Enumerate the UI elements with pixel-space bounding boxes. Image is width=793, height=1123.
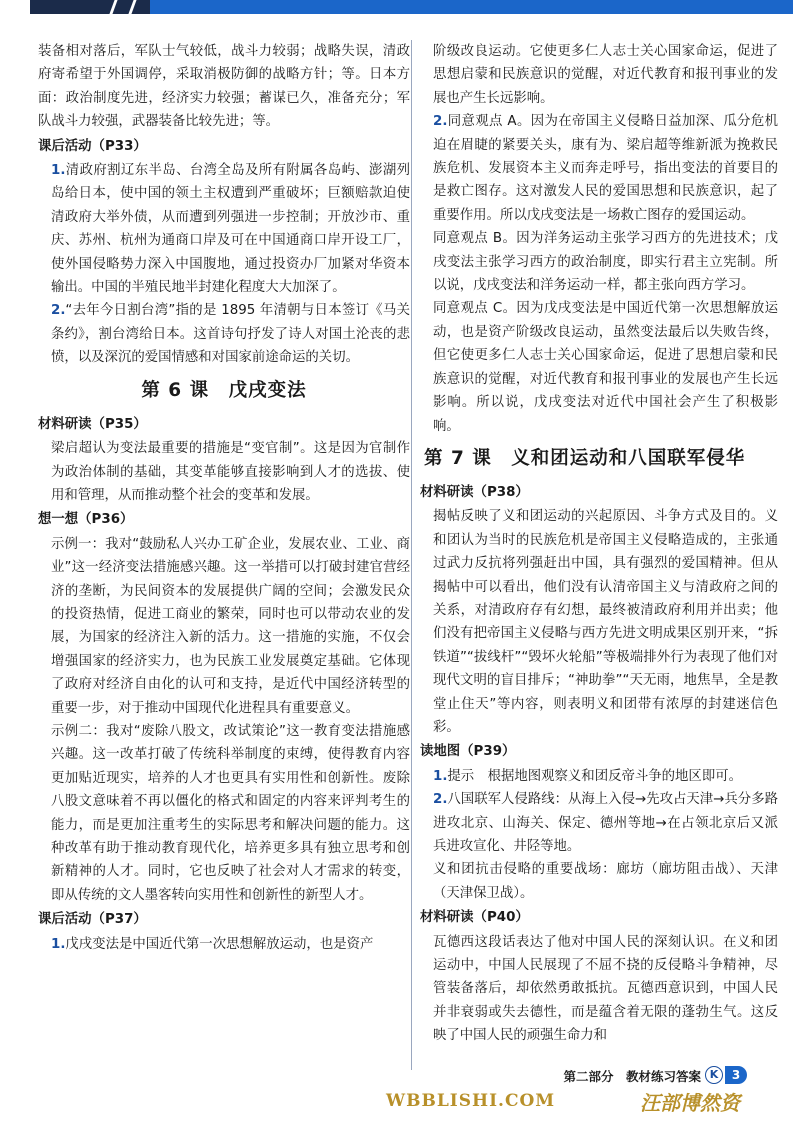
k-badge-icon: K: [705, 1066, 723, 1084]
answer-p37-1-continued: 阶级改良运动。它使更多仁人志士关心国家命运，促进了思想启蒙和民族意识的觉醒，对近代教育和报刊事业的发展也产生长远影响。: [433, 44, 778, 106]
right-column: [420, 40, 778, 1080]
answer-text: 戊戌变法是中国近代第一次思想解放运动，也是资产: [65, 936, 374, 952]
item-number: 2.: [433, 792, 448, 808]
column-divider: [411, 40, 412, 1070]
page-number: 3: [725, 1066, 747, 1084]
item-number: 2.: [51, 303, 66, 319]
item-number: 1.: [51, 163, 66, 179]
section-heading-p37: 课后活动（P37）: [38, 912, 147, 928]
answer-p39-1: [420, 765, 778, 788]
footer-section-label: 第二部分 教材练习答案: [563, 1069, 701, 1084]
answer-p39-2b: 义和团抗击侵略的重要战场：廊坊（廊坊阻击战）、天津（天津保卫战）。: [433, 862, 778, 901]
section-heading-p38: 材料研读（P38）: [420, 484, 529, 500]
header-blue-band: [150, 0, 793, 14]
top-header-bar: [0, 0, 793, 18]
answer-p33-1: [38, 159, 410, 299]
answer-p35: 梁启超认为变法最重要的措施是“变官制”。这是因为官制作为政治体制的基础，其变革能够直接影响到人才的选拔、使用和管理，从而推动整个社会的变革和发展。: [51, 441, 410, 503]
answer-p36-example-2: 示例二：我对“废除八股文，改试策论”这一教育变法措施感兴趣。这一改革打破了传统科举制度的束缚，使得教育内容更加贴近现实，培养的人才也更具有实用性和创新性。废除八股文意味着不再以僵化的格式和固定的内容来评判考生的能力，而是更加注重考生的实际思考和解决问题的能力。这种改革有助于推动教育现代化，培养更多具有独立思考和创新精神的人才。同时，它也反映了社会对人才需求的转变，即从传统的文人墨客转向实用性和创新性的新型人才。: [51, 723, 410, 903]
section-heading-p40: 材料研读（P40）: [420, 910, 529, 926]
answer-p37-2c: 同意观点 C。因为戊戌变法是中国近代第一次思想解放运动，也是资产阶级改良运动，虽然变法最后以失败告终，但它使更多仁人志士关心国家命运，促进了思想启蒙和民族意识的觉醒，对近代教育和报刊事业的发展也产生长远影响。所以说，戊戌变法对近代中国社会产生了积极影响。: [433, 301, 778, 434]
item-number: 1.: [51, 936, 66, 952]
answer-p37-2b: 同意观点 B。因为洋务运动主张学习西方的先进技术；戊戌变法主张学习西方的政治制度，即实行君主立宪制。所以说，戊戌变法和洋务运动一样，都主张向西方学习。: [433, 231, 778, 294]
answer-text: “去年今日割台湾”指的是 1895 年清朝与日本签订《马关条约》，割台湾给日本。这首诗句抒发了诗人对国土沦丧的悲愤，以及深沉的爱国情感和对国家前途命运的关切。: [51, 303, 410, 366]
answer-p33-2: [38, 299, 410, 369]
section-heading-p35: 材料研读（P35）: [38, 416, 147, 432]
section-heading-p33: 课后活动（P33）: [38, 138, 147, 154]
lesson-7-title: 第 7 课 义和团运动和八国联军侵华: [424, 447, 746, 469]
answer-p37-1: [38, 933, 410, 956]
answer-p36-example-1: 示例一：我对“鼓励私人兴办工矿企业，发展农业、工业、商业”这一经济变法措施感兴趣。这一举措可以打破封建官营经济的垄断，为民间资本的发展提供广阔的空间；会激发民众的投资热情，促进工商业的繁荣，同时也可以带动农业的发展，为国家的经济注入新的活力。这一措施的实施，不仅会增强国家的经济实力，也为民族工业发展奠定基础。它体现了政府对经济自由化的认可和支持，是近代中国经济转型的重要一步，对于推动中国现代化进程具有重要意义。: [51, 536, 410, 716]
watermark-calligraphy: 汪部博然资: [640, 1091, 740, 1115]
answer-text: 提示 根据地图观察义和团反帝斗争的地区即可。: [447, 768, 742, 784]
item-number: 1.: [433, 768, 448, 784]
answer-p39-2a: [420, 788, 778, 858]
paragraph-intro: 装备相对落后，军队士气较低，战斗力较弱；战略失误，清政府寄希望于外国调停，采取消极防御的战略方针；等。日本方面：政治制度先进，经济实力较强；蓄谋已久，准备充分；军队战斗力较强，武器装备比较先进；等。: [38, 44, 410, 130]
answer-text: 清政府割辽东半岛、台湾全岛及所有附属各岛屿、澎湖列岛给日本，使中国的领土主权遭到严重破坏；巨额赔款迫使清政府大举外债，从而遭到列强进一步控制；开放沙市、重庆、苏州、杭州为通商口岸及可在中国通商口岸开设工厂，使外国侵略势力深入中国腹地，通过投资办厂加紧对华资本输出。中国的半殖民地半封建化程度大大加深了。: [51, 163, 410, 296]
section-heading-p39: 读地图（P39）: [420, 744, 516, 760]
lesson-6-title: 第 6 课 戊戌变法: [141, 379, 307, 401]
section-heading-p36: 想一想（P36）: [38, 512, 134, 528]
answer-text: 同意观点 A。因为在帝国主义侵略日益加深、瓜分危机迫在眉睫的紧要关头，康有为、梁启超等维新派为挽救民族危机、发展资本主义而奔走呼号，指出变法的首要目的是救亡图存。这对激发人民的爱国思想和民族意识，起了重要作用。所以戊戌变法是一场救亡图存的爱国运动。: [433, 114, 778, 223]
left-column: [38, 40, 410, 1080]
page-footer: [0, 1063, 793, 1123]
answer-p40: 瓦德西这段话表达了他对中国人民的深刻认识。在义和团运动中，中国人民展现了不屈不挠的反侵略斗争精神，尽管装备落后，却依然勇敢抵抗。瓦德西意识到，中国人民并非衰弱或失去德性，而是蕴含着无限的蓬勃生气。这反映了中国人民的顽强生命力和: [433, 934, 778, 1044]
item-number: 2.: [433, 114, 448, 130]
answer-p38: 揭帖反映了义和团运动的兴起原因、斗争方式及目的。义和团认为当时的民族危机是帝国主义侵略造成的，主张通过武力反抗将列强赶出中国，具有强烈的爱国精神。但从揭帖中可以看出，他们没有认清帝国主义与清政府之间的关系，对清政府存有幻想，最终被清政府利用并出卖；他们没有把帝国主义侵略与西方先进文明成果区别开来，“拆铁道”“拔线杆”“毁坏火轮船”等极端排外行为表现了他们对现代文明的盲目排斥；“神助拳”“天无雨，地焦旱，全是教堂止住天”等内容，则表明义和团带有浓厚的封建迷信色彩。: [433, 509, 778, 735]
watermark-url: WBBLISHI.COM: [386, 1091, 556, 1111]
answer-text: 八国联军人侵路线：从海上入侵→先攻占天津→兵分多路进攻北京、山海关、保定、德州等地→在占领北京后又派兵进攻宣化、井陉等地。: [433, 792, 778, 854]
answer-p37-2a: [420, 110, 778, 227]
